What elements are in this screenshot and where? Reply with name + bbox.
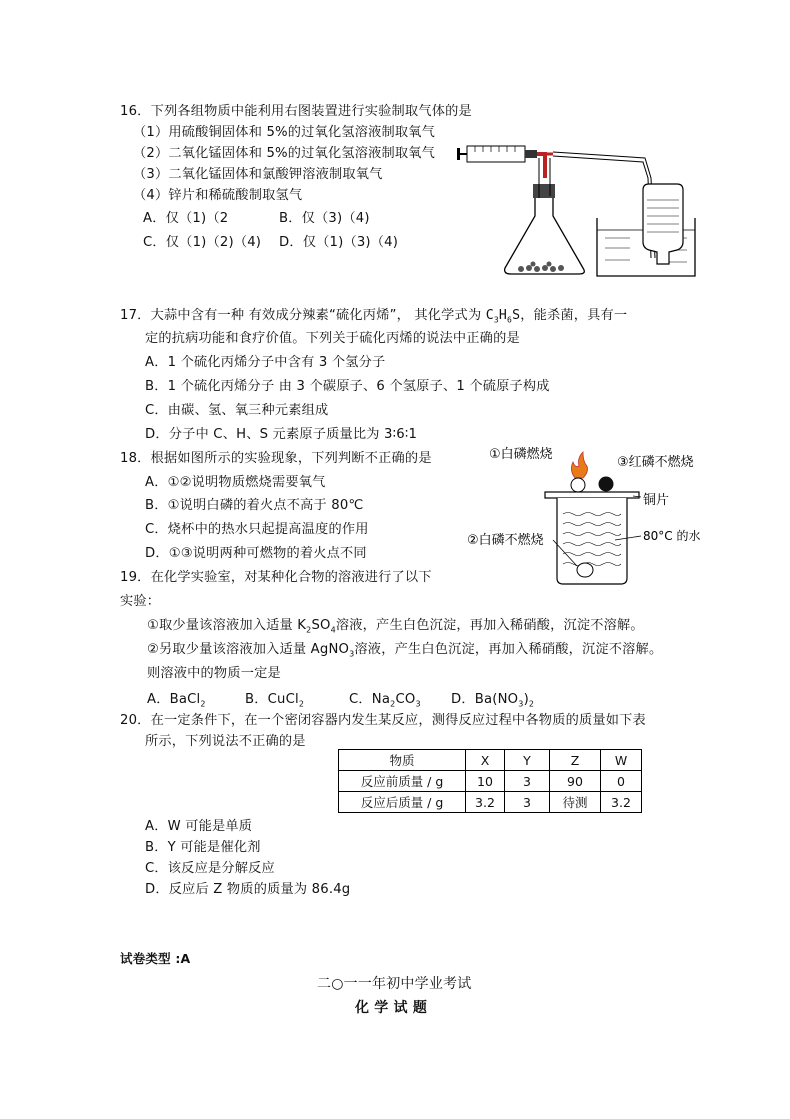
q19-option-d: D．$Ba(NO_3)_2$	[451, 692, 535, 709]
syringe-icon	[457, 146, 537, 162]
figure-label-white-phosphorus-not-burn: ②白磷不燃烧	[467, 533, 544, 548]
figure-label-white-phosphorus-burns: ①白磷燃烧	[489, 447, 553, 462]
q20-stem-1: 20．在一定条件下，在一个密闭容器内发生某反应，测得反应过程中各物质的质量如下表	[120, 713, 646, 728]
combustion-experiment-figure	[465, 440, 715, 590]
q16-option-d: D．仅（1)（3)（4)	[279, 235, 399, 250]
copper-plate-icon	[545, 492, 639, 498]
flame-icon	[571, 452, 587, 478]
paper-type: 试卷类型 :A	[120, 951, 191, 966]
q17-option-c: C．由碳、氢、氧三种元素组成	[145, 403, 329, 418]
table-cell: 待测	[550, 792, 601, 813]
table-header-cell: Z	[550, 750, 601, 771]
table-cell: 反应后质量 / g	[339, 792, 466, 813]
figure-label-red-phosphorus-not-burn: ③红磷不燃烧	[617, 455, 694, 470]
q17-stem-line2: 定的抗病功能和食疗价值。下列关于硫化丙烯的说法中正确的是	[145, 331, 520, 346]
mass-data-table	[338, 749, 642, 813]
q18-option-b: B．①说明白磷的着火点不高于 80℃	[145, 498, 364, 513]
chemical-formula: $C_3H_6S$	[485, 308, 521, 325]
q19-option-b: B．CuCl$_2$	[245, 692, 305, 709]
q17-option-d: D．分子中 C、H、S 元素原子质量比为 3∶6∶1	[145, 427, 418, 442]
q20-option-a: A．W 可能是单质	[145, 819, 253, 834]
red-phosphorus-icon	[599, 477, 614, 492]
q16-item-3: （3）二氧化锰固体和氯酸钾溶液制取氧气	[133, 167, 383, 182]
table-cell: 3.2	[601, 792, 642, 813]
q16-item-4: （4）锌片和稀硫酸制取氢气	[133, 188, 303, 203]
table-row	[339, 771, 642, 792]
table-cell: 0	[601, 771, 642, 792]
figure-label-copper-plate: 铜片	[643, 493, 670, 508]
table-header-cell: 物质	[339, 750, 466, 771]
q19-conclusion: 则溶液中的物质一定是	[147, 666, 281, 681]
q18-option-a: A．①②说明物质燃烧需要氧气	[145, 475, 326, 490]
q18-stem: 18．根据如图所示的实验现象，下列判断不正确的是	[120, 451, 432, 466]
table-cell: 反应前质量 / g	[339, 771, 466, 792]
q16-stem: 16．下列各组物质中能利用右图装置进行实验制取气体的是	[120, 104, 472, 119]
q17-stem-text-end: ，能杀菌，具有一	[520, 308, 628, 323]
table-header-cell: X	[466, 750, 505, 771]
table-cell: 10	[466, 771, 505, 792]
figure-label-hot-water: 80°C 的水	[643, 529, 701, 543]
gas-generation-apparatus-figure	[455, 138, 700, 283]
table-cell: 3	[505, 792, 550, 813]
q16-item-2: （2）二氧化锰固体和 5%的过氧化氢溶液制取氧气	[133, 146, 436, 161]
table-cell: 90	[550, 771, 601, 792]
conical-flask-icon	[505, 198, 585, 274]
q16-option-c: C．仅（1)（2)（4)	[143, 235, 262, 250]
beaker-icon	[557, 498, 627, 584]
subject-title: 化 学 试 题	[355, 1000, 428, 1016]
exam-title: 二○一一年初中学业考试	[317, 976, 472, 992]
q20-option-b: B．Y 可能是催化剂	[145, 840, 261, 855]
q19-step-1: ①取少量该溶液加入适量 $K_2SO_4$溶液，产生白色沉淀，再加入稀硝酸，沉淀不溶解。	[147, 618, 644, 635]
table-cell: 3.2	[466, 792, 505, 813]
q19-step-2: ②另取少量该溶液加入适量 AgNO$_3$溶液，产生白色沉淀，再加入稀硝酸，沉淀不溶解。	[147, 642, 663, 659]
q19-stem-a: 19．在化学实验室，对某种化合物的溶液进行了以下	[120, 570, 432, 585]
gas-collection-bottle-icon	[643, 184, 683, 264]
q20-option-d: D．反应后 Z 物质的质量为 86.4g	[145, 882, 351, 897]
white-phosphorus-icon	[571, 478, 585, 492]
table-header-cell: Y	[505, 750, 550, 771]
q19-option-c: C．$Na_2CO_3$	[349, 692, 421, 709]
q18-option-d: D．①③说明两种可燃物的着火点不同	[145, 546, 367, 561]
q17-stem-text: 17．大蒜中含有一种 有效成分辣素“硫化丙烯”， 其化学式为	[120, 308, 486, 323]
q17-option-b: B．1 个硫化丙烯分子 由 3 个碳原子、6 个氢原子、1 个硫原子构成	[145, 379, 550, 394]
q20-option-c: C．该反应是分解反应	[145, 861, 275, 876]
q17-option-a: A．1 个硫化丙烯分子中含有 3 个氢分子	[145, 355, 386, 370]
q16-item-1: （1）用硫酸铜固体和 5%的过氧化氢溶液制取氧气	[133, 125, 436, 140]
q17-stem-line1	[120, 304, 627, 325]
q19-option-a: A．BaCl$_2$	[147, 692, 206, 709]
q16-option-a: A．仅（1)（2	[143, 211, 229, 226]
table-cell: 3	[505, 771, 550, 792]
q20-stem-2: 所示，下列说法不正确的是	[145, 734, 306, 749]
table-header-cell: W	[601, 750, 642, 771]
q18-option-c: C．烧杯中的热水只起提高温度的作用	[145, 522, 369, 537]
table-header-row	[339, 750, 642, 771]
q19-stem-b: 实验：	[120, 594, 161, 609]
table-row	[339, 792, 642, 813]
q16-option-b: B．仅（3)（4)	[279, 211, 370, 226]
